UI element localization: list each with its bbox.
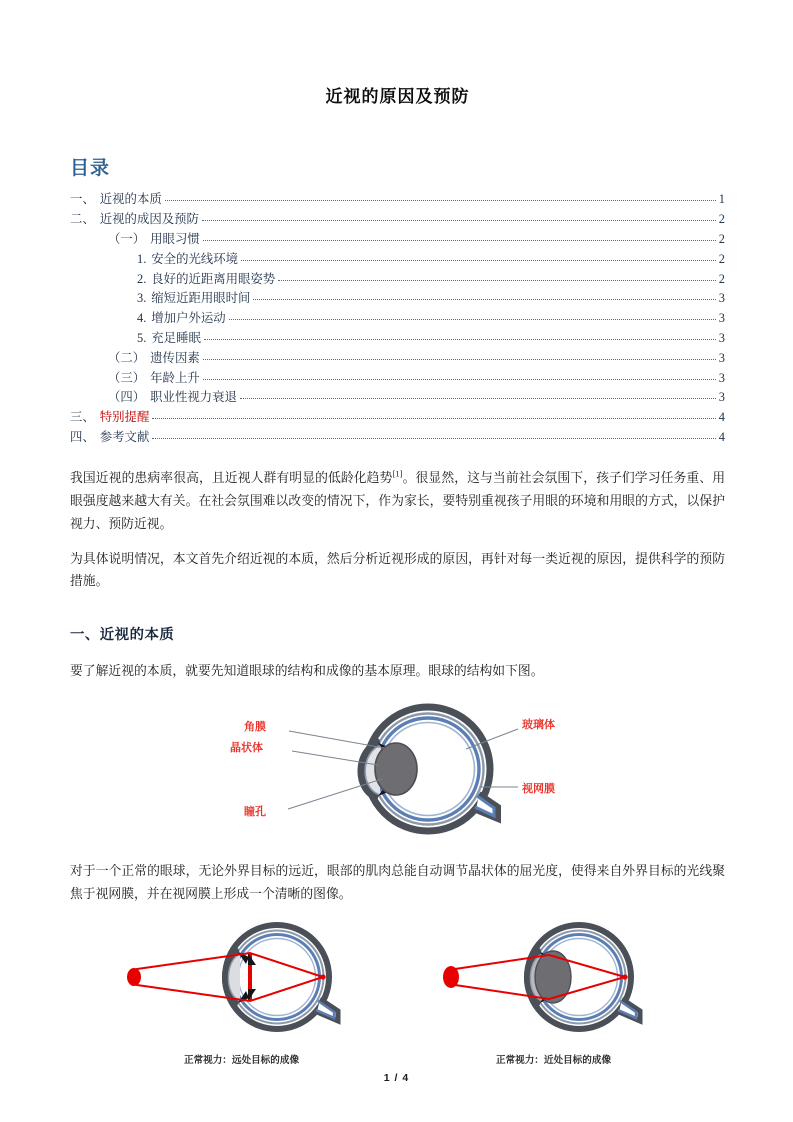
toc-entry[interactable] <box>70 190 725 210</box>
page-title: 近视的原因及预防 <box>325 87 470 106</box>
toc-entry-label: 遗传因素 <box>150 350 200 365</box>
label-cornea: 角膜 <box>243 720 266 733</box>
imaging-figures-row <box>70 917 725 1066</box>
toc-entry-page: 3 <box>718 311 725 326</box>
toc-entry-number: （三） <box>108 370 146 385</box>
toc-dot-leader <box>241 252 716 261</box>
toc-entry-page: 2 <box>718 251 725 266</box>
toc-entry-label: 用眼习惯 <box>150 231 200 246</box>
far-target-diagram <box>117 917 367 1045</box>
toc-entry-label: 良好的近距离用眼姿势 <box>151 271 276 286</box>
toc-entry[interactable] <box>70 269 725 289</box>
toc-entry-label: 安全的光线环境 <box>151 251 239 266</box>
toc-entry-number: 二、 <box>70 212 95 227</box>
toc-dot-leader <box>204 331 716 340</box>
toc-dot-leader <box>203 371 716 380</box>
toc-entry[interactable] <box>70 249 725 269</box>
figure-caption-near: 正常视力：近处目标的成像 <box>495 1055 612 1067</box>
toc-entry[interactable] <box>70 348 725 368</box>
toc-entry-label: 缩短近距用眼时间 <box>151 291 251 306</box>
toc-dot-leader <box>278 272 716 281</box>
toc-entry[interactable] <box>70 368 725 388</box>
toc-entry-page: 2 <box>718 271 725 286</box>
toc-entry-number: 4. <box>137 311 147 326</box>
toc-dot-leader <box>152 430 716 439</box>
toc-entry[interactable] <box>70 289 725 309</box>
toc-dot-leader <box>203 351 716 360</box>
toc-dot-leader <box>165 193 716 202</box>
toc-entry-page: 3 <box>718 350 725 365</box>
intro-p1-text-b: 。很显然，这与当前社会氛围下，孩子们学习任务重、用眼强度越来越大有关。在社会氛围难以改变的情况下，作为家长，要特别重视孩子用眼的环境和用眼的方式，以保护视力、预防近视。 <box>70 471 726 531</box>
near-target-diagram <box>429 917 679 1045</box>
figure-caption-far: 正常视力：远处目标的成像 <box>183 1055 300 1067</box>
eye-anatomy-diagram <box>188 697 608 842</box>
toc-entry-number: （二） <box>108 350 146 365</box>
toc-entry-number: 5. <box>137 330 147 345</box>
toc-entry-number: 四、 <box>70 429 95 444</box>
toc-entry[interactable] <box>70 329 725 349</box>
toc-dot-leader <box>229 311 716 320</box>
toc-entry-label: 年龄上升 <box>150 370 200 385</box>
toc-entry-number: 一、 <box>70 192 95 207</box>
toc-entry[interactable] <box>70 408 725 428</box>
toc-entry[interactable] <box>70 388 725 408</box>
toc-entry-page: 3 <box>718 330 725 345</box>
toc-entry-number: 1. <box>137 251 147 266</box>
toc-entry[interactable] <box>70 210 725 230</box>
toc-entry-page: 3 <box>718 390 725 405</box>
toc-dot-leader <box>152 410 716 419</box>
toc-entry-page: 4 <box>718 410 725 425</box>
toc-entry-page: 3 <box>718 370 725 385</box>
label-retina: 视网膜 <box>521 782 555 795</box>
toc-entry-label: 近视的本质 <box>99 192 162 207</box>
toc-entry-label: 特别提醒 <box>99 410 150 425</box>
toc-heading: 目录 <box>70 158 111 179</box>
toc-entry-page: 3 <box>718 291 725 306</box>
section-heading-1: 一、近视的本质 <box>70 627 175 644</box>
toc-entry-label: 充足睡眠 <box>151 330 201 345</box>
toc-entry-page: 1 <box>718 192 725 207</box>
section1-paragraph-1: 要了解近视的本质，就要先知道眼球的结构和成像的基本原理。眼球的结构如下图。 <box>70 664 544 679</box>
toc-dot-leader <box>202 213 716 222</box>
intro-paragraph-2: 为具体说明情况，本文首先介绍近视的本质，然后分析近视形成的原因，再针对每一类近视的原因，提供科学的预防措施。 <box>70 551 725 589</box>
toc-entry[interactable] <box>70 309 725 329</box>
toc-entry[interactable] <box>70 230 725 250</box>
imaging-figure-far <box>117 917 367 1066</box>
citation-marker: [1] <box>392 469 403 480</box>
imaging-figure-near <box>429 917 679 1066</box>
toc-entry-page: 2 <box>718 212 725 227</box>
toc-entry-label: 近视的成因及预防 <box>99 212 199 227</box>
intro-p1-text-a: 我国近视的患病率很高，且近视人群有明显的低龄化趋势 <box>70 471 393 486</box>
toc-entry-page: 4 <box>718 429 725 444</box>
page-content <box>70 0 725 1066</box>
page-footer: 1 / 4 <box>383 1072 410 1084</box>
label-lens: 晶状体 <box>229 741 263 754</box>
eye-anatomy-figure <box>70 697 725 842</box>
toc-entry-number: 2. <box>137 271 147 286</box>
toc-dot-leader <box>253 292 716 301</box>
table-of-contents <box>70 190 725 447</box>
toc-entry-label: 职业性视力衰退 <box>150 390 237 405</box>
label-vitreous: 玻璃体 <box>521 718 555 731</box>
section1-paragraph-2: 对于一个正常的眼球，无论外界目标的远近，眼部的肌肉总能自动调节晶状体的屈光度，使得来自外界目标的光线聚焦于视网膜，并在视网膜上形成一个清晰的图像。 <box>70 863 725 901</box>
toc-entry-number: 3. <box>137 291 147 306</box>
toc-dot-leader <box>240 391 716 400</box>
toc-entry-number: 三、 <box>70 410 95 425</box>
label-pupil: 瞳孔 <box>243 805 266 818</box>
toc-entry-label: 增加户外运动 <box>151 311 226 326</box>
toc-entry-page: 2 <box>718 231 725 246</box>
intro-paragraph-1 <box>70 467 725 535</box>
toc-dot-leader <box>203 232 716 241</box>
toc-entry-number: （四） <box>108 390 146 405</box>
toc-entry-number: （一） <box>108 231 146 246</box>
toc-entry[interactable] <box>70 428 725 448</box>
toc-entry-label: 参考文献 <box>99 429 150 444</box>
